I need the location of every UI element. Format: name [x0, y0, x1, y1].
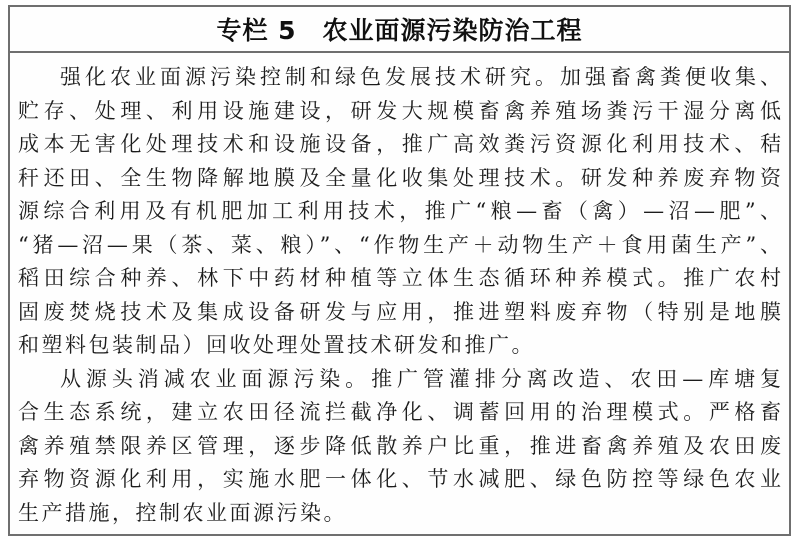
text-line-8: 固废焚烧技术及集成设备研发与应用，推进塑料废弃物（特别是地膜	[18, 299, 781, 324]
text-line-6: “猪—沼—果（茶、菜、粮）”、“作物生产＋动物生产＋食用菌生产”、	[18, 232, 781, 257]
text-line-9: 和塑料包装制品）回收处理处置技术研发和推广。	[18, 333, 535, 357]
text-line-14: 生产措施，控制农业面源污染。	[18, 500, 347, 525]
text-line-10: 从源头消减农业面源污染。推广管灌排分离改造、农田—库塘复	[60, 366, 781, 391]
text-line-1: 强化农业面源污染控制和绿色发展技术研究。加强畜禽粪便收集、	[60, 65, 781, 89]
text-line-11: 合生态系统，建立农田径流拦截净化、调蓄回用的治理模式。严格畜	[18, 400, 781, 424]
box-body	[10, 53, 789, 530]
text-line-2: 贮存、处理、利用设施建设，研发大规模畜禽养殖场粪污干湿分离低	[18, 98, 781, 123]
box-title: 专栏 5 农业面源污染防治工程	[10, 7, 789, 53]
text-line-5: 源综合利用及有机肥加工利用技术，推广“粮—畜（禽）—沼—肥”、	[18, 199, 781, 223]
text-line-3: 成本无害化处理技术和设施设备，推广高效粪污资源化利用技术、秸	[18, 132, 781, 156]
text-line-7: 稻田综合种养、林下中药材种植等立体生态循环种养模式。推广农村	[18, 266, 781, 290]
callout-box	[8, 5, 791, 536]
text-line-4: 秆还田、全生物降解地膜及全量化收集处理技术。研发种养废弃物资	[18, 165, 781, 190]
text-line-12: 禽养殖禁限养区管理，逐步降低散养户比重，推进畜禽养殖及农田废	[18, 433, 781, 458]
text-line-13: 弃物资源化利用，实施水肥一体化、节水减肥、绿色防控等绿色农业	[18, 467, 781, 491]
